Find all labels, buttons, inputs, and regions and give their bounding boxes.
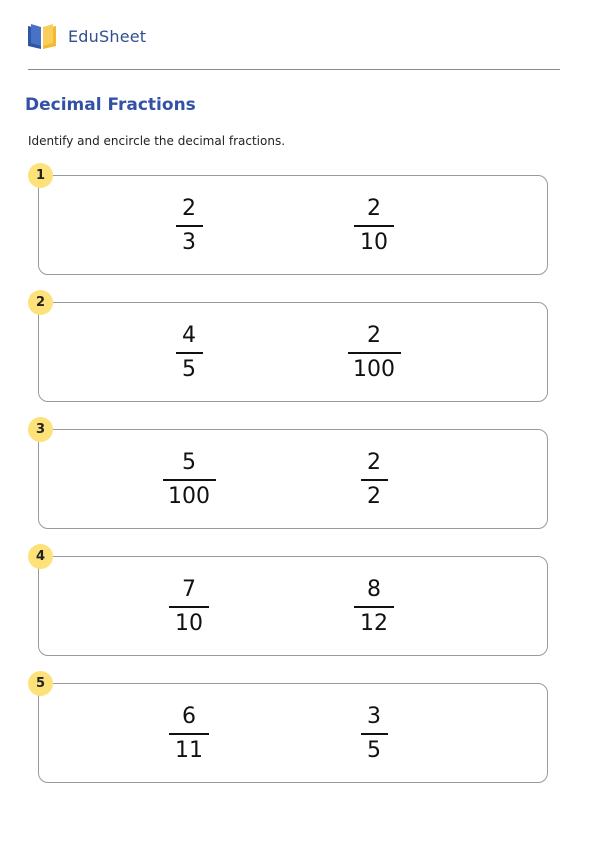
fraction-bar xyxy=(361,479,388,481)
question-card-3 xyxy=(38,429,548,529)
fraction-option[interactable] xyxy=(149,323,229,383)
question-card-1 xyxy=(38,175,548,275)
header-divider xyxy=(28,69,560,70)
open-book-icon xyxy=(26,20,58,52)
fraction-numerator: 2 xyxy=(367,323,381,348)
fraction-bar xyxy=(354,606,394,608)
fraction-numerator: 3 xyxy=(367,704,381,729)
fraction-numerator: 5 xyxy=(182,450,196,475)
fraction-option[interactable] xyxy=(334,323,414,383)
fraction-denominator: 3 xyxy=(182,230,196,255)
brand-name: EduSheet xyxy=(68,27,147,46)
fraction-option[interactable] xyxy=(149,196,229,256)
fraction-numerator: 6 xyxy=(182,704,196,729)
question-number-badge: 2 xyxy=(28,290,53,315)
fraction-numerator: 4 xyxy=(182,323,196,348)
question-number-badge: 5 xyxy=(28,671,53,696)
question-card-4 xyxy=(38,556,548,656)
fraction-bar xyxy=(354,225,394,227)
fraction-denominator: 5 xyxy=(182,357,196,382)
fraction-denominator: 5 xyxy=(367,738,381,763)
fraction-option[interactable] xyxy=(334,450,414,510)
fraction-bar xyxy=(361,733,388,735)
question-number-badge: 1 xyxy=(28,163,53,188)
fraction-denominator: 12 xyxy=(360,611,388,636)
question-number-badge: 4 xyxy=(28,544,53,569)
fraction-denominator: 10 xyxy=(360,230,388,255)
worksheet-instructions: Identify and encircle the decimal fractions. xyxy=(28,134,286,148)
fraction-numerator: 7 xyxy=(182,577,196,602)
worksheet-title: Decimal Fractions xyxy=(25,95,196,115)
fraction-option[interactable] xyxy=(334,196,414,256)
fraction-denominator: 11 xyxy=(175,738,203,763)
fraction-denominator: 100 xyxy=(353,357,395,382)
fraction-bar xyxy=(169,606,209,608)
fraction-numerator: 2 xyxy=(367,196,381,221)
fraction-denominator: 100 xyxy=(168,484,210,509)
fraction-bar xyxy=(348,352,401,354)
fraction-bar xyxy=(176,225,203,227)
fraction-numerator: 8 xyxy=(367,577,381,602)
fraction-option[interactable] xyxy=(149,704,229,764)
fraction-denominator: 10 xyxy=(175,611,203,636)
fraction-numerator: 2 xyxy=(182,196,196,221)
fraction-option[interactable] xyxy=(149,450,229,510)
fraction-bar xyxy=(169,733,209,735)
fraction-numerator: 2 xyxy=(367,450,381,475)
fraction-denominator: 2 xyxy=(367,484,381,509)
fraction-option[interactable] xyxy=(149,577,229,637)
question-number-badge: 3 xyxy=(28,417,53,442)
question-card-5 xyxy=(38,683,548,783)
fraction-bar xyxy=(163,479,216,481)
fraction-option[interactable] xyxy=(334,577,414,637)
question-card-2 xyxy=(38,302,548,402)
fraction-option[interactable] xyxy=(334,704,414,764)
fraction-bar xyxy=(176,352,203,354)
